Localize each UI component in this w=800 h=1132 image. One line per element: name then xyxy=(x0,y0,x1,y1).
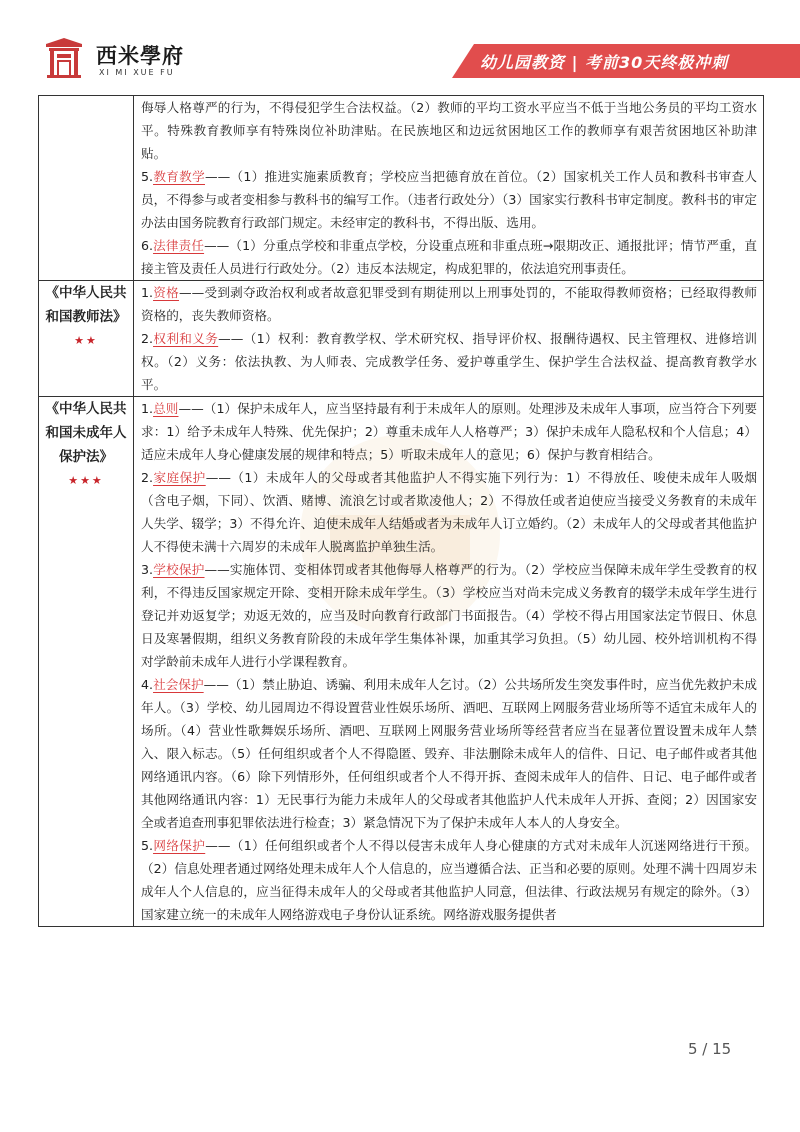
law-name-cell xyxy=(39,397,134,927)
paragraph-number: 3. xyxy=(141,562,154,577)
law-content-cell xyxy=(134,397,764,927)
law-paragraph xyxy=(141,673,757,834)
page-header xyxy=(0,0,800,88)
keyword-link: 教育教学 xyxy=(153,169,205,184)
table-row xyxy=(39,96,764,281)
keyword-link: 家庭保护 xyxy=(153,470,206,485)
law-paragraph xyxy=(141,165,757,234)
law-paragraph xyxy=(141,834,757,926)
paragraph-text: 侮辱人格尊严的行为，不得侵犯学生合法权益。（2）教师的平均工资水平应当不低于当地公务员的平均工资水平。特殊教育教师享有特殊岗位补助津贴。在民族地区和边远贫困地区工作的教师享有艰苦贫困地区补助津贴。 xyxy=(141,100,757,161)
paragraph-number: 2. xyxy=(141,331,154,346)
paragraph-text: ——（1）任何组织或者个人不得以侵害未成年人身心健康的方式对未成年人沉迷网络进行干预。（2）信息处理者通过网络处理未成年人个人信息的，应当遵循合法、正当和必要的原则。处理不满十四周岁未成年人个人信息的，应当征得未成年人的父母或者其他监护人同意，但法律、行政法规另有规定的除外。（3）国家建立统一的未成年人网络游戏电子身份认证系统。网络游戏服务提供者 xyxy=(141,838,758,922)
keyword-link: 权利和义务 xyxy=(153,331,219,346)
importance-stars: ★★★ xyxy=(68,474,104,487)
law-name-cell xyxy=(39,96,134,281)
law-paragraph xyxy=(141,96,757,165)
paragraph-text: ——（1）分重点学校和非重点学校，分设重点班和非重点班→限期改正、通报批评；情节严重，直接主管及责任人员进行行政处分。（2）违反本法规定，构成犯罪的，依法追究刑事责任。 xyxy=(141,238,757,276)
paragraph-number: 1. xyxy=(141,285,154,300)
law-name: 《中华人民共和国未成年人保护法》 xyxy=(45,401,127,465)
law-paragraph xyxy=(141,327,757,396)
paragraph-text: ——（1）禁止胁迫、诱骗、利用未成年人乞讨。（2）公共场所发生突发事件时，应当优先救护未成年人。（3）学校、幼儿园周边不得设置营业性娱乐场所、酒吧、互联网上网服务营业场所等不适宜未成年人的场所。（4）营业性歌舞娱乐场所、酒吧、互联网上网服务营业场所等经营者应当在显著位置设置未成年人禁入、限入标志。（5）任何组织或者个人不得隐匿、毁弃、非法删除未成年人的信件、日记、电子邮件或者其他网络通讯内容。（6）除下列情形外，任何组织或者个人不得开拆、查阅未成年人的信件、日记、电子邮件或者其他网络通讯内容：1）无民事行为能力未成年人的父母或者其他监护人代未成年人开拆、查阅；2）因国家安全或者追查刑事犯罪依法进行检查；3）紧急情况下为了保护未成年人本人的人身安全。 xyxy=(141,677,757,830)
paragraph-text: ——受到剥夺政治权利或者故意犯罪受到有期徒刑以上刑事处罚的，不能取得教师资格；已经取得教师资格的，丧失教师资格。 xyxy=(141,285,758,323)
keyword-link: 网络保护 xyxy=(153,838,206,853)
page-number: 5 / 15 xyxy=(688,1040,732,1058)
school-gate-logo-icon xyxy=(44,36,84,78)
keyword-link: 学校保护 xyxy=(153,562,205,577)
law-paragraph xyxy=(141,281,757,327)
paragraph-number: 5. xyxy=(141,169,154,184)
paragraph-number: 4. xyxy=(141,677,154,692)
paragraph-text: ——（1）未成年人的父母或者其他监护人不得实施下列行为：1）不得放任、唆使未成年人吸烟（含电子烟，下同）、饮酒、赌博、流浪乞讨或者欺凌他人；2）不得放任或者迫使应当接受义务教育的未成年人失学、辍学；3）不得允许、迫使未成年人结婚或者为未成年人订立婚约。（2）未成年人的父母或者其他监护人不得使未满十六周岁的未成年人脱离监护单独生活。 xyxy=(141,470,757,554)
paragraph-text: ——（1）保护未成年人，应当坚持最有利于未成年人的原则。处理涉及未成年人事项，应当符合下列要求：1）给予未成年人特殊、优先保护；2）尊重未成年人人格尊严；3）保护未成年人隐私权和个人信息；4）适应未成年人身心健康发展的规律和特点；5）听取未成年人的意见；6）保护与教育相结合。 xyxy=(141,401,758,462)
law-paragraph xyxy=(141,466,757,558)
paragraph-number: 2. xyxy=(141,470,154,485)
law-paragraph xyxy=(141,558,757,673)
paragraph-number: 1. xyxy=(141,401,154,416)
keyword-link: 总则 xyxy=(153,401,179,416)
table-row xyxy=(39,281,764,397)
law-content-cell xyxy=(134,281,764,397)
law-content-cell xyxy=(134,96,764,281)
banner-title: 幼儿园教资 | 考前30天终极冲刺 xyxy=(480,53,729,72)
paragraph-text: ——（1）推进实施素质教育；学校应当把德育放在首位。（2）国家机关工作人员和教科书审查人员，不得参与或者变相参与教科书的编写工作。（违者行政处分）（3）国家实行教科书审定制度。教科书的审定办法由国务院教育行政部门规定。未经审定的教科书，不得出版、选用。 xyxy=(141,169,757,230)
keyword-link: 社会保护 xyxy=(153,677,204,692)
table-row xyxy=(39,397,764,927)
keyword-link: 资格 xyxy=(153,285,180,300)
brand-name: 西米學府 xyxy=(96,43,184,68)
law-name-cell xyxy=(39,281,134,397)
law-summary-table xyxy=(38,95,764,927)
law-paragraph xyxy=(141,397,757,466)
paragraph-number: 5. xyxy=(141,838,154,853)
importance-stars: ★★ xyxy=(74,334,98,347)
brand-subtitle: XI MI XUE FU xyxy=(99,68,175,77)
law-paragraph xyxy=(141,234,757,280)
paragraph-text: ——实施体罚、变相体罚或者其他侮辱人格尊严的行为。（2）学校应当保障未成年学生受教育的权利，不得违反国家规定开除、变相开除未成年学生。（3）学校应当对尚未完成义务教育的辍学未成年学生进行登记并劝返复学；劝返无效的，应当及时向教育行政部门书面报告。（4）学校不得占用国家法定节假日、休息日及寒暑假期，组织义务教育阶段的未成年学生集体补课，加重其学习负担。（5）幼儿园、校外培训机构不得对学龄前未成年人进行小学课程教育。 xyxy=(141,562,758,669)
paragraph-text: ——（1）权利：教育教学权、学术研究权、指导评价权、报酬待遇权、民主管理权、进修培训权。（2）义务：依法执教、为人师表、完成教学任务、爱护尊重学生、保护学生合法权益、提高教育教学水平。 xyxy=(141,331,757,392)
keyword-link: 法律责任 xyxy=(153,238,205,253)
paragraph-number: 6. xyxy=(141,238,154,253)
law-name: 《中华人民共和国教师法》 xyxy=(45,285,127,325)
